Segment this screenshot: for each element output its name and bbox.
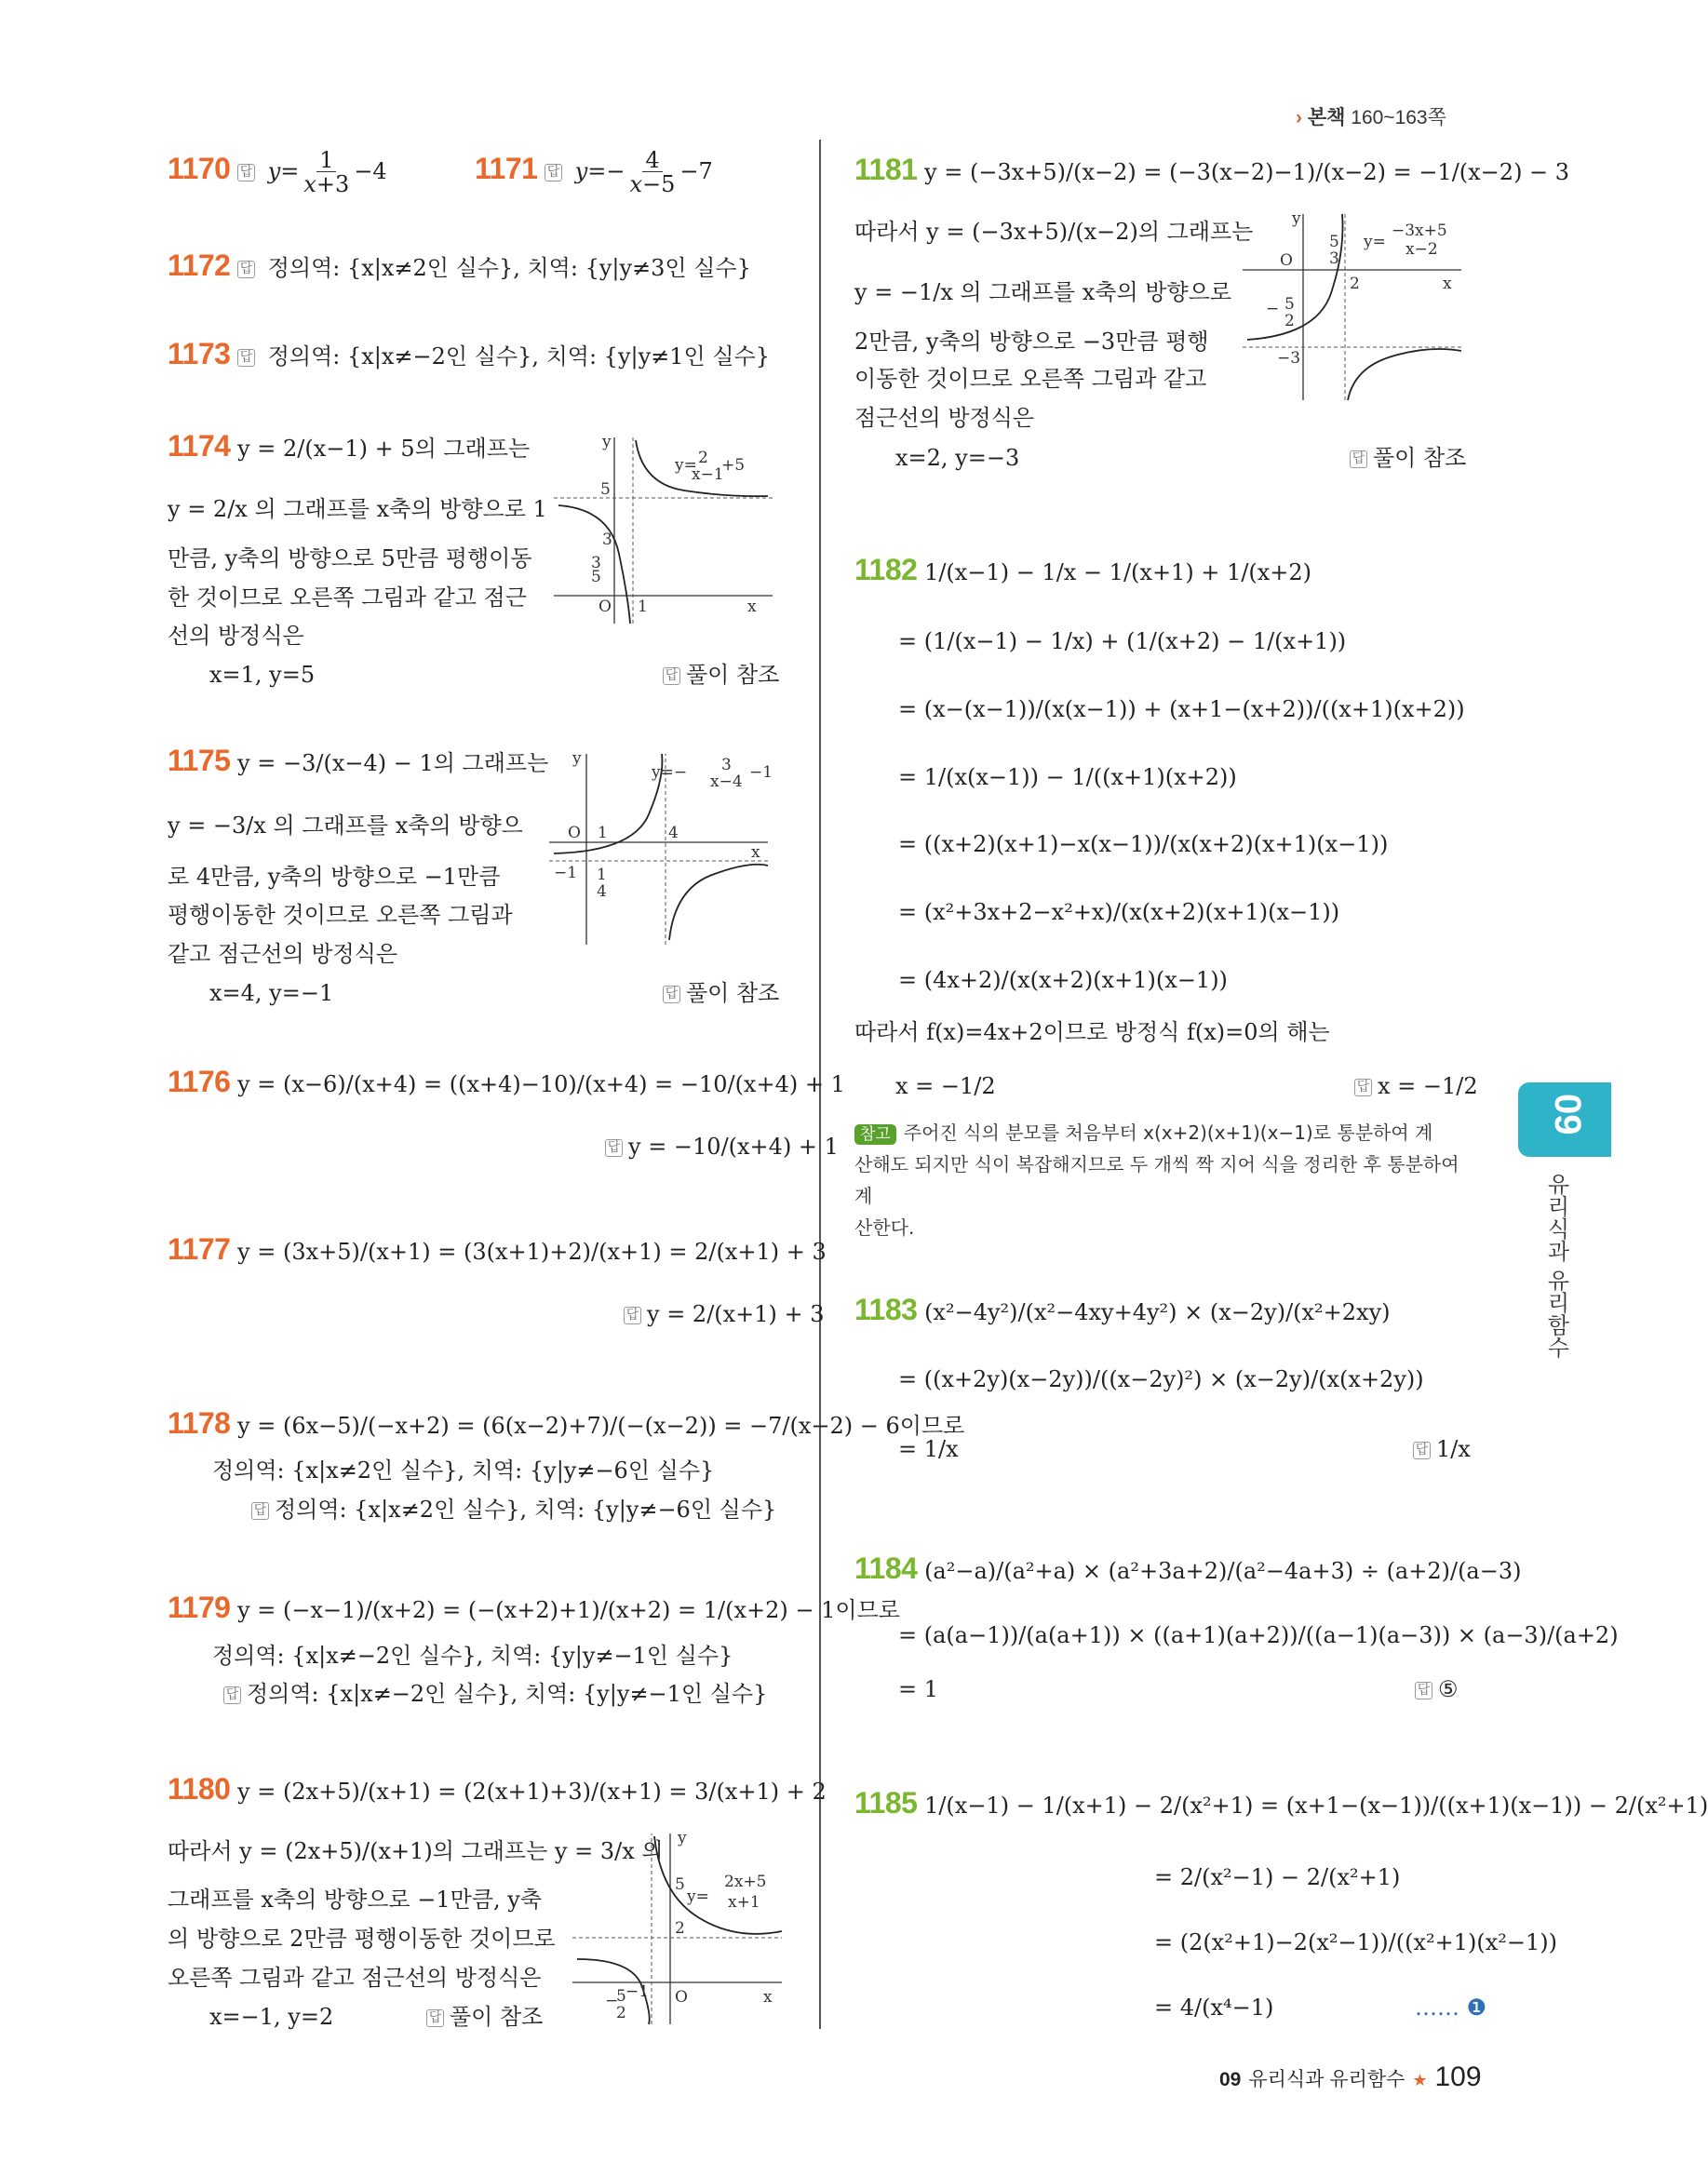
footer-chapter-title: 유리식과 유리함수 bbox=[1248, 2069, 1405, 2090]
solution-line: (x²−4y²)/(x²−4xy+4y²) × (x−2y)/(x²+2xy) bbox=[924, 1299, 1391, 1325]
answer-text: ⑤ bbox=[1438, 1676, 1459, 1702]
svg-text:4: 4 bbox=[597, 882, 607, 901]
problem-1181-answer bbox=[1350, 442, 1466, 474]
reference-line: 산한다. bbox=[854, 1216, 915, 1239]
answer-text: y = −10/(x+4) + 1 bbox=[628, 1134, 839, 1160]
svg-text:−: − bbox=[605, 1992, 619, 2010]
answer-icon: 답 bbox=[1413, 1442, 1431, 1459]
graph-1180 bbox=[568, 1829, 791, 2029]
solution-step: = (a(a−1))/(a(a+1)) × ((a+1)(a+2))/((a−1)(a−3)) × (a−3)/(a+2) bbox=[898, 1622, 1619, 1648]
svg-text:5: 5 bbox=[600, 480, 611, 499]
solution-line: 같고 점근선의 방정식은 bbox=[168, 941, 398, 967]
solution-step: = 4/(x⁴−1) bbox=[1154, 1995, 1274, 2021]
problem-1179-answer bbox=[223, 1678, 767, 1710]
svg-text:y: y bbox=[602, 433, 612, 451]
svg-text:2: 2 bbox=[1350, 275, 1360, 293]
header-pages: 160~163쪽 bbox=[1351, 107, 1446, 128]
solution-step: = (2(x²+1)−2(x²−1))/((x²+1)(x²−1)) bbox=[1154, 1929, 1557, 1955]
answer-icon: 답 bbox=[237, 349, 255, 367]
svg-text:3: 3 bbox=[602, 531, 612, 549]
solution-line: y = (2x+5)/(x+1) = (2(x+1)+3)/(x+1) = 3/(x+1) + 2 bbox=[237, 1779, 827, 1805]
solution-line: y = (−x−1)/(x+2) = (−(x+2)+1)/(x+2) = 1/(x+2) − 1이므로 bbox=[237, 1597, 900, 1623]
solution-line: 정의역: {x|x≠2인 실수}, 치역: {y|y≠−6인 실수} bbox=[212, 1457, 715, 1484]
problem-number: 1177 bbox=[168, 1232, 231, 1266]
reference-line: 산해도 되지만 식이 복잡해지므로 두 개씩 짝 지어 식을 정리한 후 통분하여 계 bbox=[854, 1153, 1459, 1207]
problem-1178-answer bbox=[251, 1494, 776, 1525]
problem-number: 1181 bbox=[854, 153, 918, 186]
solution-line: 평행이동한 것이므로 오른쪽 그림과 bbox=[168, 902, 513, 928]
problem-1176 bbox=[168, 1066, 845, 1100]
svg-text:−3x+5: −3x+5 bbox=[1392, 222, 1447, 240]
svg-text:y: y bbox=[678, 1829, 687, 1847]
svg-text:5: 5 bbox=[616, 1987, 626, 2006]
svg-text:y: y bbox=[1292, 209, 1301, 228]
solution-line: 1/(x−1) − 1/x − 1/(x+1) + 1/(x+2) bbox=[924, 559, 1312, 585]
svg-text:2x+5: 2x+5 bbox=[724, 1873, 767, 1891]
svg-text:5: 5 bbox=[591, 568, 601, 586]
problem-number: 1184 bbox=[854, 1551, 918, 1585]
answer-icon: 답 bbox=[237, 164, 255, 181]
problem-number: 1171 bbox=[475, 152, 538, 185]
answer-text: y = 2/(x+1) + 3 bbox=[647, 1301, 825, 1327]
svg-text:5: 5 bbox=[1329, 233, 1339, 251]
svg-text:2: 2 bbox=[675, 1919, 685, 1938]
problem-1183-answer bbox=[1413, 1433, 1471, 1465]
problem-1170: 1170 답 y= $\frac{1}{x+3}$ −4 bbox=[168, 147, 387, 197]
problem-number: 1176 bbox=[168, 1065, 231, 1098]
problem-1175-head bbox=[168, 745, 548, 779]
problem-1175-answer bbox=[663, 977, 779, 1009]
svg-text:−: − bbox=[1266, 300, 1280, 318]
answer-icon: 답 bbox=[624, 1307, 641, 1324]
chapter-tab bbox=[1518, 1082, 1611, 1157]
solution-line: 이동한 것이므로 오른쪽 그림과 같고 bbox=[854, 366, 1207, 392]
problem-number: 1185 bbox=[854, 1786, 918, 1820]
svg-text:x−1: x−1 bbox=[692, 465, 724, 484]
problem-1184-answer bbox=[1415, 1673, 1459, 1705]
solution-step: = 1/(x(x−1)) − 1/((x+1)(x+2)) bbox=[898, 764, 1237, 790]
problem-1179 bbox=[168, 1592, 900, 1626]
svg-text:x: x bbox=[1443, 275, 1452, 293]
svg-text:5: 5 bbox=[675, 1875, 685, 1894]
problem-number: 1175 bbox=[168, 744, 231, 777]
solution-line: 정의역: {x|x≠−2인 실수}, 치역: {y|y≠−1인 실수} bbox=[212, 1643, 733, 1669]
solution-line: y = 2/(x−1) + 5의 그래프는 bbox=[237, 436, 531, 462]
solution-line: y = −1/x 의 그래프를 x축의 방향으로 bbox=[854, 279, 1231, 305]
solution-step: = ((x+2y)(x−2y))/((x−2y)²) × (x−2y)/(x(x+2y)) bbox=[898, 1366, 1424, 1392]
solution-step: = (x²+3x+2−x²+x)/(x(x+2)(x+1)(x−1)) bbox=[898, 899, 1340, 925]
answer-icon: 답 bbox=[605, 1139, 623, 1157]
answer-icon: 답 bbox=[1354, 1079, 1372, 1096]
problem-number: 1170 bbox=[168, 152, 231, 185]
reference-tag: 참고 bbox=[854, 1124, 896, 1145]
asymptote-equation: x=4, y=−1 bbox=[209, 980, 334, 1006]
solution-line: y = (6x−5)/(−x+2) = (6(x−2)+7)/(−(x−2)) = −7/(x−2) − 6이므로 bbox=[237, 1413, 965, 1439]
solution-line: 그래프를 x축의 방향으로 −1만큼, y축 bbox=[168, 1887, 543, 1913]
problem-1184 bbox=[854, 1552, 1521, 1587]
answer-icon: 답 bbox=[663, 667, 680, 685]
problem-1172 bbox=[168, 249, 751, 284]
problem-number: 1180 bbox=[168, 1772, 231, 1806]
problem-number: 1179 bbox=[168, 1591, 231, 1624]
problem-1176-answer bbox=[605, 1131, 839, 1162]
problem-number: 1178 bbox=[168, 1406, 231, 1440]
answer-icon: 답 bbox=[426, 2009, 444, 2027]
problem-number: 1174 bbox=[168, 429, 231, 463]
answer-text: 정의역: {x|x≠−2인 실수}, 치역: {y|y≠1인 실수} bbox=[267, 343, 770, 369]
solution-line: y = (x−6)/(x+4) = ((x+4)−10)/(x+4) = −10/(x+4) + 1 bbox=[237, 1071, 845, 1097]
svg-text:y=: y= bbox=[687, 1887, 709, 1906]
problem-1180 bbox=[168, 1773, 827, 1807]
asymptote-equation: x=2, y=−3 bbox=[895, 445, 1020, 471]
answer-text: 풀이 참조 bbox=[686, 662, 780, 688]
answer-icon: 답 bbox=[1350, 450, 1367, 468]
answer-text: 풀이 참조 bbox=[450, 2004, 544, 2030]
svg-text:x−2: x−2 bbox=[1405, 240, 1438, 259]
solution-step: = 2/(x²−1) − 2/(x²+1) bbox=[1154, 1864, 1401, 1890]
reference-note bbox=[854, 1117, 1469, 1243]
chapter-tab-number: 09 bbox=[1547, 1094, 1588, 1135]
problem-number: 1172 bbox=[168, 248, 231, 282]
answer-text: 정의역: {x|x≠2인 실수}, 치역: {y|y≠−6인 실수} bbox=[275, 1497, 777, 1523]
answer-icon: 답 bbox=[663, 986, 680, 1003]
graph-1174 bbox=[554, 433, 782, 628]
solution-line: 점근선의 방정식은 bbox=[854, 405, 1035, 431]
solution-line: y = (3x+5)/(x+1) = (3(x+1)+2)/(x+1) = 2/(x+1) + 3 bbox=[237, 1239, 827, 1265]
svg-text:−1: −1 bbox=[554, 864, 578, 882]
problem-1173 bbox=[168, 338, 770, 372]
svg-text:O: O bbox=[598, 598, 612, 616]
solution-line: 오른쪽 그림과 같고 점근선의 방정식은 bbox=[168, 1965, 542, 1991]
svg-text:1: 1 bbox=[597, 866, 607, 884]
problem-1182 bbox=[854, 554, 1311, 588]
problem-1181 bbox=[854, 154, 1569, 188]
svg-text:−1: −1 bbox=[749, 763, 773, 782]
svg-text:x: x bbox=[751, 843, 760, 862]
svg-text:4: 4 bbox=[668, 824, 679, 842]
chevron-right-icon: › bbox=[1296, 107, 1302, 128]
problem-1177 bbox=[168, 1233, 827, 1268]
svg-text:x−4: x−4 bbox=[710, 772, 743, 791]
solution-line: 한 것이므로 오른쪽 그림과 같고 점근 bbox=[168, 584, 527, 611]
continuation-marker: …… ❶ bbox=[1415, 1995, 1487, 2021]
asymptote-equation: x=−1, y=2 bbox=[209, 2004, 334, 2030]
solution-line: 따라서 f(x)=4x+2이므로 방정식 f(x)=0의 해는 bbox=[854, 1019, 1330, 1045]
star-icon: ★ bbox=[1412, 2071, 1428, 2090]
solution-step: = 1 bbox=[898, 1676, 939, 1702]
footer-chapter-number: 09 bbox=[1219, 2069, 1242, 2090]
svg-text:x+1: x+1 bbox=[728, 1893, 760, 1912]
svg-text:+5: +5 bbox=[721, 456, 746, 475]
problem-1178 bbox=[168, 1407, 964, 1442]
solution-line: y = 2/x 의 그래프를 x축의 방향으로 1 bbox=[168, 496, 547, 522]
solution-step: = ((x+2)(x+1)−x(x−1))/(x(x+2)(x+1)(x−1)) bbox=[898, 831, 1389, 857]
svg-text:y=: y= bbox=[675, 456, 697, 475]
page-header bbox=[1296, 102, 1446, 130]
solution-line: y = (−3x+5)/(x−2) = (−3(x−2)−1)/(x−2) = −1/(x−2) − 3 bbox=[924, 159, 1570, 185]
answer-text: 정의역: {x|x≠2인 실수}, 치역: {y|y≠3인 실수} bbox=[267, 255, 751, 281]
problem-1185 bbox=[854, 1787, 1708, 1821]
answer-icon: 답 bbox=[237, 261, 255, 278]
svg-text:y=: y= bbox=[1364, 233, 1386, 251]
solution-line: x = −1/2 bbox=[895, 1073, 996, 1099]
svg-text:5: 5 bbox=[1284, 295, 1295, 314]
svg-text:x: x bbox=[763, 1988, 773, 2007]
answer-text: 풀이 참조 bbox=[1373, 445, 1467, 471]
problem-number: 1182 bbox=[854, 553, 918, 586]
answer-text: x = −1/2 bbox=[1378, 1073, 1478, 1099]
solution-step: = (x−(x−1))/(x(x−1)) + (x+1−(x+2))/((x+1)(x+2)) bbox=[898, 696, 1465, 722]
solution-step: = (4x+2)/(x(x+2)(x+1)(x−1)) bbox=[898, 967, 1228, 993]
svg-text:3: 3 bbox=[591, 554, 601, 572]
svg-text:O: O bbox=[568, 824, 581, 842]
problem-1171: 1171 답 y=− $\frac{4}{x-5}$ −7 bbox=[475, 147, 713, 197]
solution-line: 1/(x−1) − 1/(x+1) − 2/(x²+1) = (x+1−(x−1))/((x+1)(x−1)) − 2/(x²+1) bbox=[924, 1793, 1708, 1819]
solution-step: = 1/x bbox=[898, 1436, 959, 1462]
answer-text: 풀이 참조 bbox=[686, 980, 780, 1006]
svg-text:2: 2 bbox=[616, 2004, 626, 2022]
answer-icon: 답 bbox=[251, 1502, 269, 1520]
problem-1180-answer bbox=[426, 2001, 543, 2033]
svg-text:2: 2 bbox=[1284, 312, 1295, 330]
problem-1177-answer bbox=[624, 1298, 825, 1330]
problem-number: 1173 bbox=[168, 337, 231, 370]
solution-line: 선의 방정식은 bbox=[168, 623, 304, 649]
svg-text:−3: −3 bbox=[1277, 349, 1301, 368]
svg-text:2: 2 bbox=[698, 449, 708, 467]
problem-1182-answer bbox=[1354, 1070, 1478, 1102]
reference-line: 주어진 식의 분모를 처음부터 x(x+2)(x+1)(x−1)로 통분하여 계 bbox=[903, 1122, 1433, 1144]
solution-line: 2만큼, y축의 방향으로 −3만큼 평행 bbox=[854, 329, 1209, 355]
solution-line: 따라서 y = (2x+5)/(x+1)의 그래프는 y = 3/x 의 bbox=[168, 1838, 664, 1864]
problem-1174-head bbox=[168, 430, 530, 464]
solution-line: 로 4만큼, y축의 방향으로 −1만큼 bbox=[168, 864, 501, 890]
asymptote-equation: x=1, y=5 bbox=[209, 662, 316, 688]
chapter-tab-title: 유리식과 유리함수 bbox=[1543, 1173, 1569, 1359]
solution-line: y = −3/x 의 그래프를 x축의 방향으 bbox=[168, 813, 523, 839]
answer-text: 1/x bbox=[1436, 1436, 1471, 1462]
graph-1181 bbox=[1238, 209, 1471, 405]
svg-text:3: 3 bbox=[721, 756, 732, 774]
problem-1183 bbox=[854, 1294, 1391, 1328]
svg-text:O: O bbox=[1280, 251, 1293, 270]
problem-number: 1183 bbox=[854, 1293, 918, 1326]
answer-icon: 답 bbox=[545, 164, 562, 181]
answer-icon: 답 bbox=[223, 1686, 241, 1704]
svg-text:−1: −1 bbox=[625, 1982, 650, 2001]
problem-1174-answer bbox=[663, 659, 779, 691]
solution-line: 의 방향으로 2만큼 평행이동한 것이므로 bbox=[168, 1926, 556, 1952]
svg-text:y: y bbox=[572, 749, 582, 768]
svg-text:3: 3 bbox=[1329, 249, 1339, 268]
page-footer bbox=[1219, 2062, 1482, 2093]
solution-line: y = −3/(x−4) − 1의 그래프는 bbox=[237, 750, 549, 776]
svg-text:1: 1 bbox=[598, 824, 608, 842]
svg-text:O: O bbox=[675, 1988, 688, 2007]
solution-line: 만큼, y축의 방향으로 5만큼 평행이동 bbox=[168, 545, 532, 571]
solution-step: = (1/(x−1) − 1/x) + (1/(x+2) − 1/(x+1)) bbox=[898, 628, 1347, 654]
solution-line: 따라서 y = (−3x+5)/(x−2)의 그래프는 bbox=[854, 219, 1254, 245]
answer-text: 정의역: {x|x≠−2인 실수}, 치역: {y|y≠−1인 실수} bbox=[247, 1681, 768, 1707]
svg-text:x: x bbox=[747, 598, 757, 616]
page-number: 109 bbox=[1434, 2062, 1482, 2092]
solution-line: (a²−a)/(a²+a) × (a²+3a+2)/(a²−4a+3) ÷ (a+2)/(a−3) bbox=[924, 1558, 1522, 1584]
header-book: 본책 bbox=[1307, 107, 1346, 128]
graph-1175 bbox=[545, 749, 782, 949]
svg-text:y=−: y=− bbox=[652, 763, 688, 782]
svg-text:1: 1 bbox=[638, 598, 648, 616]
answer-icon: 답 bbox=[1415, 1682, 1432, 1699]
